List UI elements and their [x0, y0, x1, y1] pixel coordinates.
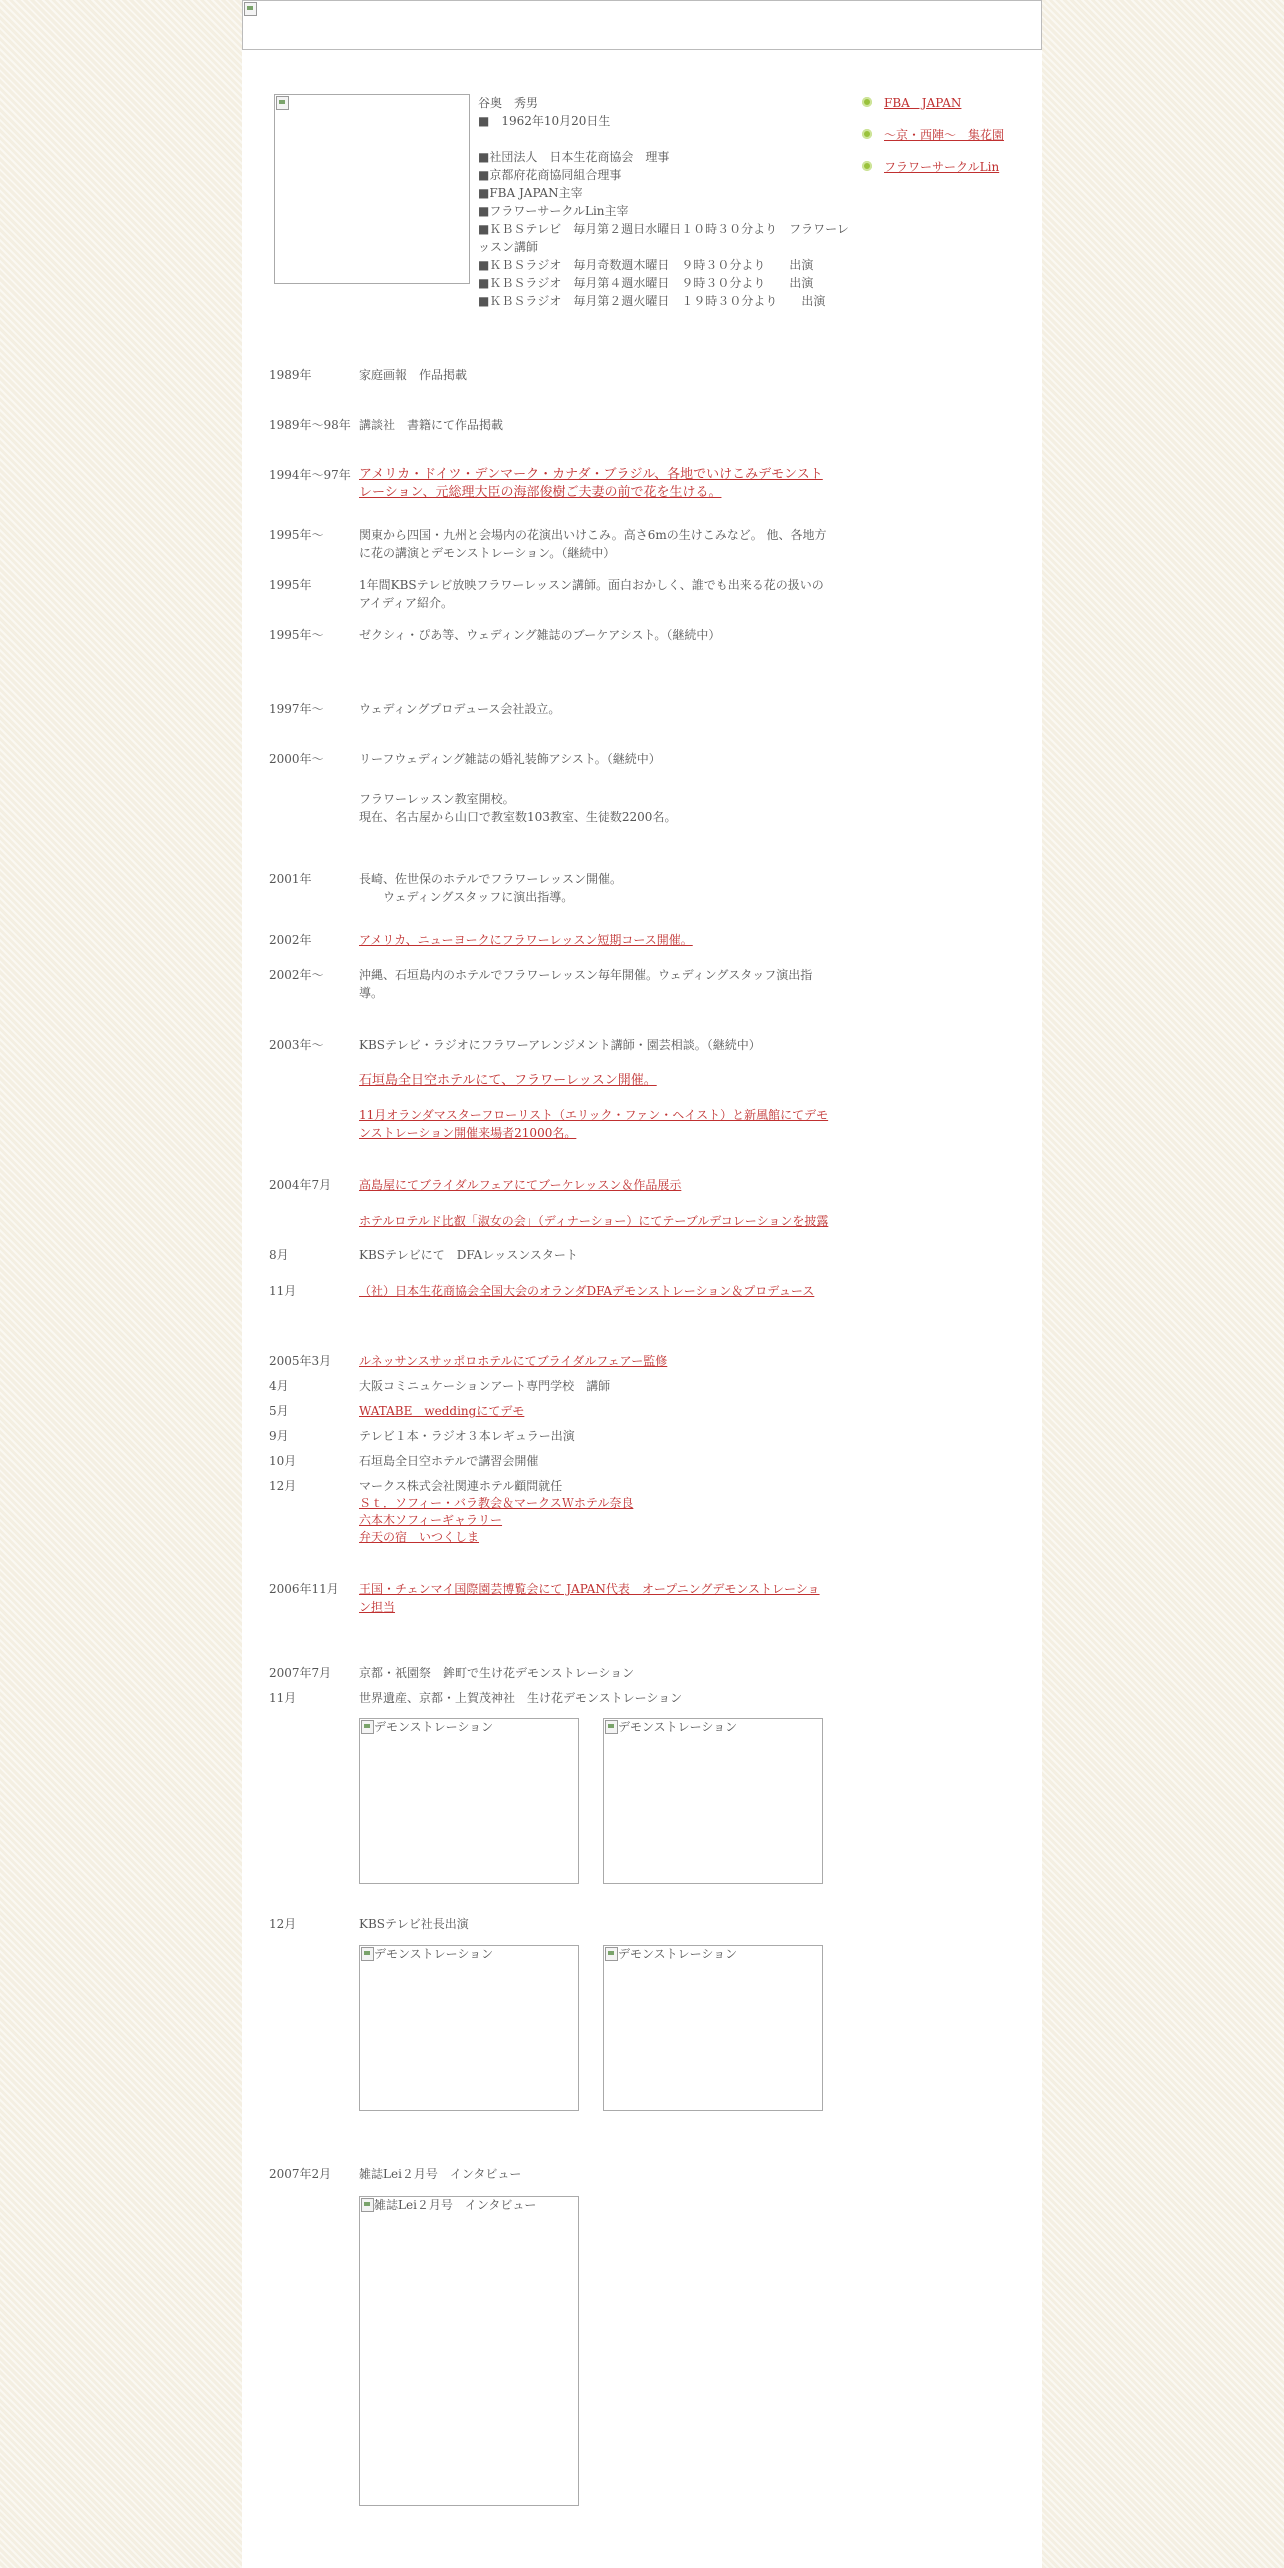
- history-text: リーフウェディング雑誌の婚礼装飾アシスト。（継続中）: [359, 752, 661, 766]
- history-text: 京都・祇園祭 鉾町で生け花デモンストレーション: [359, 1666, 635, 1680]
- history-date: 12月: [269, 1479, 297, 1493]
- history-text: 関東から四国・九州と会場内の花演出いけこみ。高さ6mの生けこみなど。 他、各地方に花の講演とデモンストレーション。（継続中）: [359, 528, 827, 560]
- history-date: 2002年～: [269, 968, 324, 982]
- history-date: 1989年～98年: [269, 418, 351, 432]
- history-date: 9月: [269, 1429, 289, 1443]
- side-navigation: [860, 94, 1040, 190]
- history-date: 2006年11月: [269, 1582, 339, 1596]
- history-text: 石垣島全日空ホテルで講習会開催: [359, 1454, 539, 1468]
- history-date: 2002年: [269, 933, 312, 947]
- broken-image-icon: [360, 2197, 374, 2213]
- history-text: 長崎、佐世保のホテルでフラワーレッスン開催。 ウェディングスタッフに演出指導。: [359, 872, 623, 904]
- history-date: 2001年: [269, 872, 312, 886]
- bullet-icon: [862, 161, 872, 171]
- history-date: 5月: [269, 1404, 289, 1418]
- history-link[interactable]: ルネッサンスサッポロホテルにてブライダルフェアー監修: [359, 1354, 668, 1368]
- nav-item-flower-circle-lin[interactable]: [860, 158, 1040, 176]
- profile-role: ■ＫＢＳラジオ 毎月第４週水曜日 ９時３０分より 出演: [478, 276, 814, 290]
- broken-image-icon: [604, 1719, 618, 1735]
- profile-role: ■社団法人 日本生花商協会 理事: [478, 150, 670, 164]
- history-date: 1989年: [269, 368, 312, 382]
- profile-role: ■ＫＢＳラジオ 毎月第２週火曜日 １９時３０分より 出演: [478, 294, 826, 308]
- history-link[interactable]: （社）日本生花商協会全国大会のオランダDFAデモンストレーション＆プロデュース: [359, 1284, 815, 1298]
- history-date: 2003年～: [269, 1038, 324, 1052]
- nav-link[interactable]: ～京・西陣～ 集花園: [884, 128, 1005, 142]
- history-date: 2005年3月: [269, 1354, 332, 1368]
- history-text: 世界遺産、京都・上賀茂神社 生け花デモンストレーション: [359, 1691, 683, 1705]
- header-banner-image: [242, 0, 1042, 50]
- demonstration-photo: [603, 1945, 823, 2111]
- history-date: 12月: [269, 1917, 297, 1931]
- history-date: 1995年: [269, 578, 312, 592]
- history-text: 雑誌Lei２月号 インタビュー: [359, 2167, 522, 2181]
- demonstration-photo: [359, 1945, 579, 2111]
- history-text: フラワーレッスン教室開校。 現在、名古屋から山口で教室数103教室、生徒数2200名。: [359, 792, 677, 824]
- nav-item-shukaen[interactable]: [860, 126, 1040, 144]
- history-link[interactable]: 六本木ソフィーギャラリー: [359, 1513, 503, 1527]
- bullet-icon: [862, 97, 872, 107]
- history-text: 沖縄、石垣島内のホテルでフラワーレッスン毎年開催。ウェディングスタッフ演出指導。: [359, 968, 813, 1000]
- image-alt-text: デモンストレーション: [374, 1947, 494, 1961]
- history-link[interactable]: 王国・チェンマイ国際園芸博覧会にて JAPAN代表 オープニングデモンストレーション担当: [359, 1582, 820, 1614]
- demonstration-photo: [603, 1718, 823, 1884]
- history-link[interactable]: アメリカ、ニューヨークにフラワーレッスン短期コース開催。: [359, 933, 693, 947]
- profile-birth: ■ 1962年10月20日生: [478, 114, 611, 128]
- history-text: KBSテレビにて DFAレッスンスタート: [359, 1248, 578, 1262]
- nav-item-fba-japan[interactable]: [860, 94, 1040, 112]
- history-link[interactable]: ホテルロテルド比叡「淑女の会」（ディナーショー）にてテーブルデコレーションを披露: [359, 1214, 829, 1228]
- history-date: 1994年～97年: [269, 468, 351, 482]
- history-date: 2007年2月: [269, 2167, 332, 2181]
- image-alt-text: デモンストレーション: [618, 1947, 738, 1961]
- history-text: マークス株式会社関連ホテル顧問就任: [359, 1479, 563, 1493]
- image-alt-text: デモンストレーション: [618, 1720, 738, 1734]
- history-date: 2007年7月: [269, 1666, 332, 1680]
- history-date: 1995年～: [269, 628, 324, 642]
- history-date: 2000年～: [269, 752, 324, 766]
- history-text: 1年間KBSテレビ放映フラワーレッスン講師。面白おかしく、誰でも出来る花の扱いのアイディア紹介。: [359, 578, 824, 610]
- broken-image-icon: [604, 1946, 618, 1962]
- broken-image-icon: [360, 1946, 374, 1962]
- history-link[interactable]: 石垣島全日空ホテルにて、フラワーレッスン開催。: [359, 1073, 657, 1088]
- profile-role: ■ＫＢＳテレビ 毎月第２週日水曜日１０時３０分より フラワーレッスン講師: [478, 222, 849, 254]
- history-text: テレビ１本・ラジオ３本レギュラー出演: [359, 1429, 575, 1443]
- broken-image-icon: [243, 1, 257, 17]
- history-link[interactable]: Ｓｔ．ソフィー・バラ教会＆マークスＷホテル奈良: [359, 1496, 634, 1510]
- profile-name: 谷奥 秀男: [478, 96, 539, 110]
- profile-role: ■フラワーサークルLin主宰: [478, 204, 629, 218]
- history-link[interactable]: アメリカ・ドイツ・デンマーク・カナダ・ブラジル、各地でいけこみデモンストレーション、元総理大臣の海部俊樹ご夫妻の前で花を生ける。: [359, 467, 823, 500]
- broken-image-icon: [275, 95, 289, 111]
- history-link[interactable]: 高島屋にてブライダルフェアにてブーケレッスン＆作品展示: [359, 1178, 682, 1192]
- history-text: ゼクシィ・ぴあ等、ウェディング雑誌のブーケアシスト。（継続中）: [359, 628, 721, 642]
- history-text: KBSテレビ・ラジオにフラワーアレンジメント講師・園芸相談。（継続中）: [359, 1038, 761, 1052]
- history-date: 8月: [269, 1248, 289, 1262]
- history-date: 4月: [269, 1379, 289, 1393]
- history-date: 10月: [269, 1454, 297, 1468]
- history-date: 1995年～: [269, 528, 324, 542]
- profile-role: ■FBA JAPAN主宰: [478, 186, 583, 200]
- magazine-lei-photo: [359, 2196, 579, 2506]
- history-date: 11月: [269, 1691, 297, 1705]
- history-text: ウェディングプロデュース会社設立。: [359, 702, 561, 716]
- nav-link[interactable]: フラワーサークルLin: [884, 160, 1000, 174]
- history-date: 1997年～: [269, 702, 324, 716]
- history-text: KBSテレビ社長出演: [359, 1917, 469, 1931]
- demonstration-photo: [359, 1718, 579, 1884]
- history-link[interactable]: WATABE weddingにてデモ: [359, 1404, 525, 1418]
- bullet-icon: [862, 129, 872, 139]
- image-alt-text: デモンストレーション: [374, 1720, 494, 1734]
- history-text: 家庭画報 作品掲載: [359, 368, 468, 382]
- history-date: 11月: [269, 1284, 297, 1298]
- history-link[interactable]: 11月オランダマスターフローリスト（エリック・ファン・ヘイスト）と新風館にてデモンストレーション開催来場者21000名。: [359, 1108, 829, 1140]
- image-alt-text: 雑誌Lei２月号 インタビュー: [374, 2198, 537, 2212]
- history-link[interactable]: 弁天の宿 いつくしま: [359, 1530, 480, 1544]
- profile-photo: [274, 94, 470, 284]
- profile-role: ■ＫＢＳラジオ 毎月奇数週木曜日 ９時３０分より 出演: [478, 258, 814, 272]
- profile-info: [478, 94, 858, 310]
- broken-image-icon: [360, 1719, 374, 1735]
- nav-link[interactable]: FBA JAPAN: [884, 96, 962, 110]
- history-text: 講談社 書籍にて作品掲載: [359, 418, 504, 432]
- profile-role: ■京都府花商協同組合理事: [478, 168, 622, 182]
- history-date: 2004年7月: [269, 1178, 332, 1192]
- main-content: [242, 0, 1042, 2568]
- history-text: 大阪コミニュケーションアート専門学校 講師: [359, 1379, 611, 1393]
